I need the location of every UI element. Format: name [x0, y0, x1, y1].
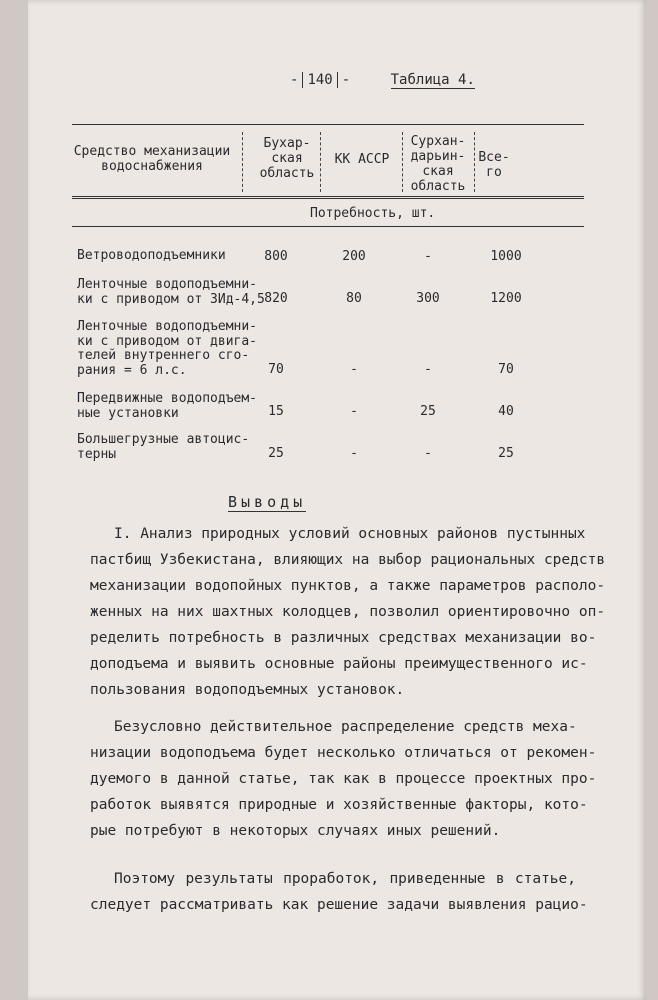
table-header-rule	[72, 196, 584, 199]
conclusions-title: Выводы	[228, 493, 307, 511]
page-header: - 140 - Таблица 4.	[290, 72, 475, 88]
table-cell: -	[350, 362, 358, 377]
table-cell: 25	[498, 446, 514, 461]
column-header-surkhandarya: Сурхан- дарьин- ская область	[410, 134, 466, 194]
table-cell: 300	[416, 291, 440, 306]
paragraph-line: рые потребуют в некоторых случаях иных решений.	[90, 823, 501, 839]
document-page	[28, 0, 646, 1000]
table-cell: 1200	[490, 291, 522, 306]
conclusions-paragraph-3	[90, 866, 588, 918]
table-row-label: Большегрузные автоцис- терны	[77, 432, 250, 462]
table-cell: -	[424, 446, 432, 461]
paragraph-line: дуемого в данной статье, так как в процессе проектных про-	[90, 771, 597, 787]
conclusions-paragraph-1	[90, 521, 606, 703]
table-cell: -	[424, 249, 432, 264]
table-cell: 40	[498, 404, 514, 419]
column-separator	[474, 132, 475, 192]
column-separator	[402, 132, 403, 192]
column-header-means: Средство механизации водоснабжения	[73, 144, 231, 174]
column-separator	[320, 132, 321, 192]
table-title: Таблица 4.	[390, 72, 475, 88]
paragraph-line: доподъема и выявить основные районы преимущественного ис-	[90, 656, 588, 672]
column-separator	[242, 132, 243, 192]
paragraph-line: пользования водоподъемных установок.	[90, 682, 405, 698]
page-number: 140	[302, 72, 337, 88]
table-subheader-rule	[72, 226, 584, 227]
table-subheader: Потребность, шт.	[310, 206, 436, 221]
table-cell: 25	[420, 404, 436, 419]
paragraph-line: женных на них шахтных колодцев, позволил ориентировочно оп-	[90, 604, 606, 620]
table-cell: 80	[346, 291, 362, 306]
table-row-label: Ленточные водоподъемни- ки с приводом от ЗИд-4,5	[77, 277, 265, 307]
table-cell: 15	[268, 404, 284, 419]
column-header-bukhara: Бухар- ская область	[259, 136, 315, 181]
paragraph-line: работок выявятся природные и хозяйственные факторы, кото-	[90, 797, 588, 813]
paragraph-line: механизации водопойных пунктов, а также параметров располо-	[90, 578, 606, 594]
table-row-label: Ленточные водоподъемни- ки с приводом от двигa- телей внутреннего сго- рания = 6 л.с.	[77, 319, 258, 378]
table-row-label: Передвижные водоподъем- ные установки	[77, 391, 258, 421]
paragraph-line: следует рассматривать как решение задачи выявления рацио-	[90, 897, 588, 913]
table-row-label: Ветроводоподъемники	[77, 248, 226, 263]
table-cell: 1000	[490, 249, 522, 264]
conclusions-paragraph-2	[90, 714, 597, 844]
paragraph-line: низации водоподъема будет несколько отличаться от рекомен-	[90, 745, 597, 761]
table-cell: 800	[264, 249, 288, 264]
table-cell: -	[350, 404, 358, 419]
table-cell: 25	[268, 446, 284, 461]
paragraph-line: Безусловно действительное распределение средств меха-	[114, 719, 577, 735]
table-cell: 820	[264, 291, 288, 306]
paragraph-line: ределить потребность в различных средствах механизации во-	[90, 630, 597, 646]
paragraph-line: Поэтому результаты проработок, приведенные в статье,	[114, 871, 576, 887]
table-cell: 70	[498, 362, 514, 377]
table-cell: 70	[268, 362, 284, 377]
column-header-total: Все- го	[478, 150, 510, 180]
paragraph-line: пастбищ Узбекистана, влияющих на выбор рациональных средств	[90, 552, 606, 568]
paragraph-line: I. Анализ природных условий основных районов пустынных	[114, 526, 586, 542]
table-cell: 200	[342, 249, 366, 264]
table-top-rule	[72, 124, 584, 125]
table-cell: -	[350, 446, 358, 461]
column-header-kk-assr: КК АССР	[334, 152, 390, 167]
table-cell: -	[424, 362, 432, 377]
